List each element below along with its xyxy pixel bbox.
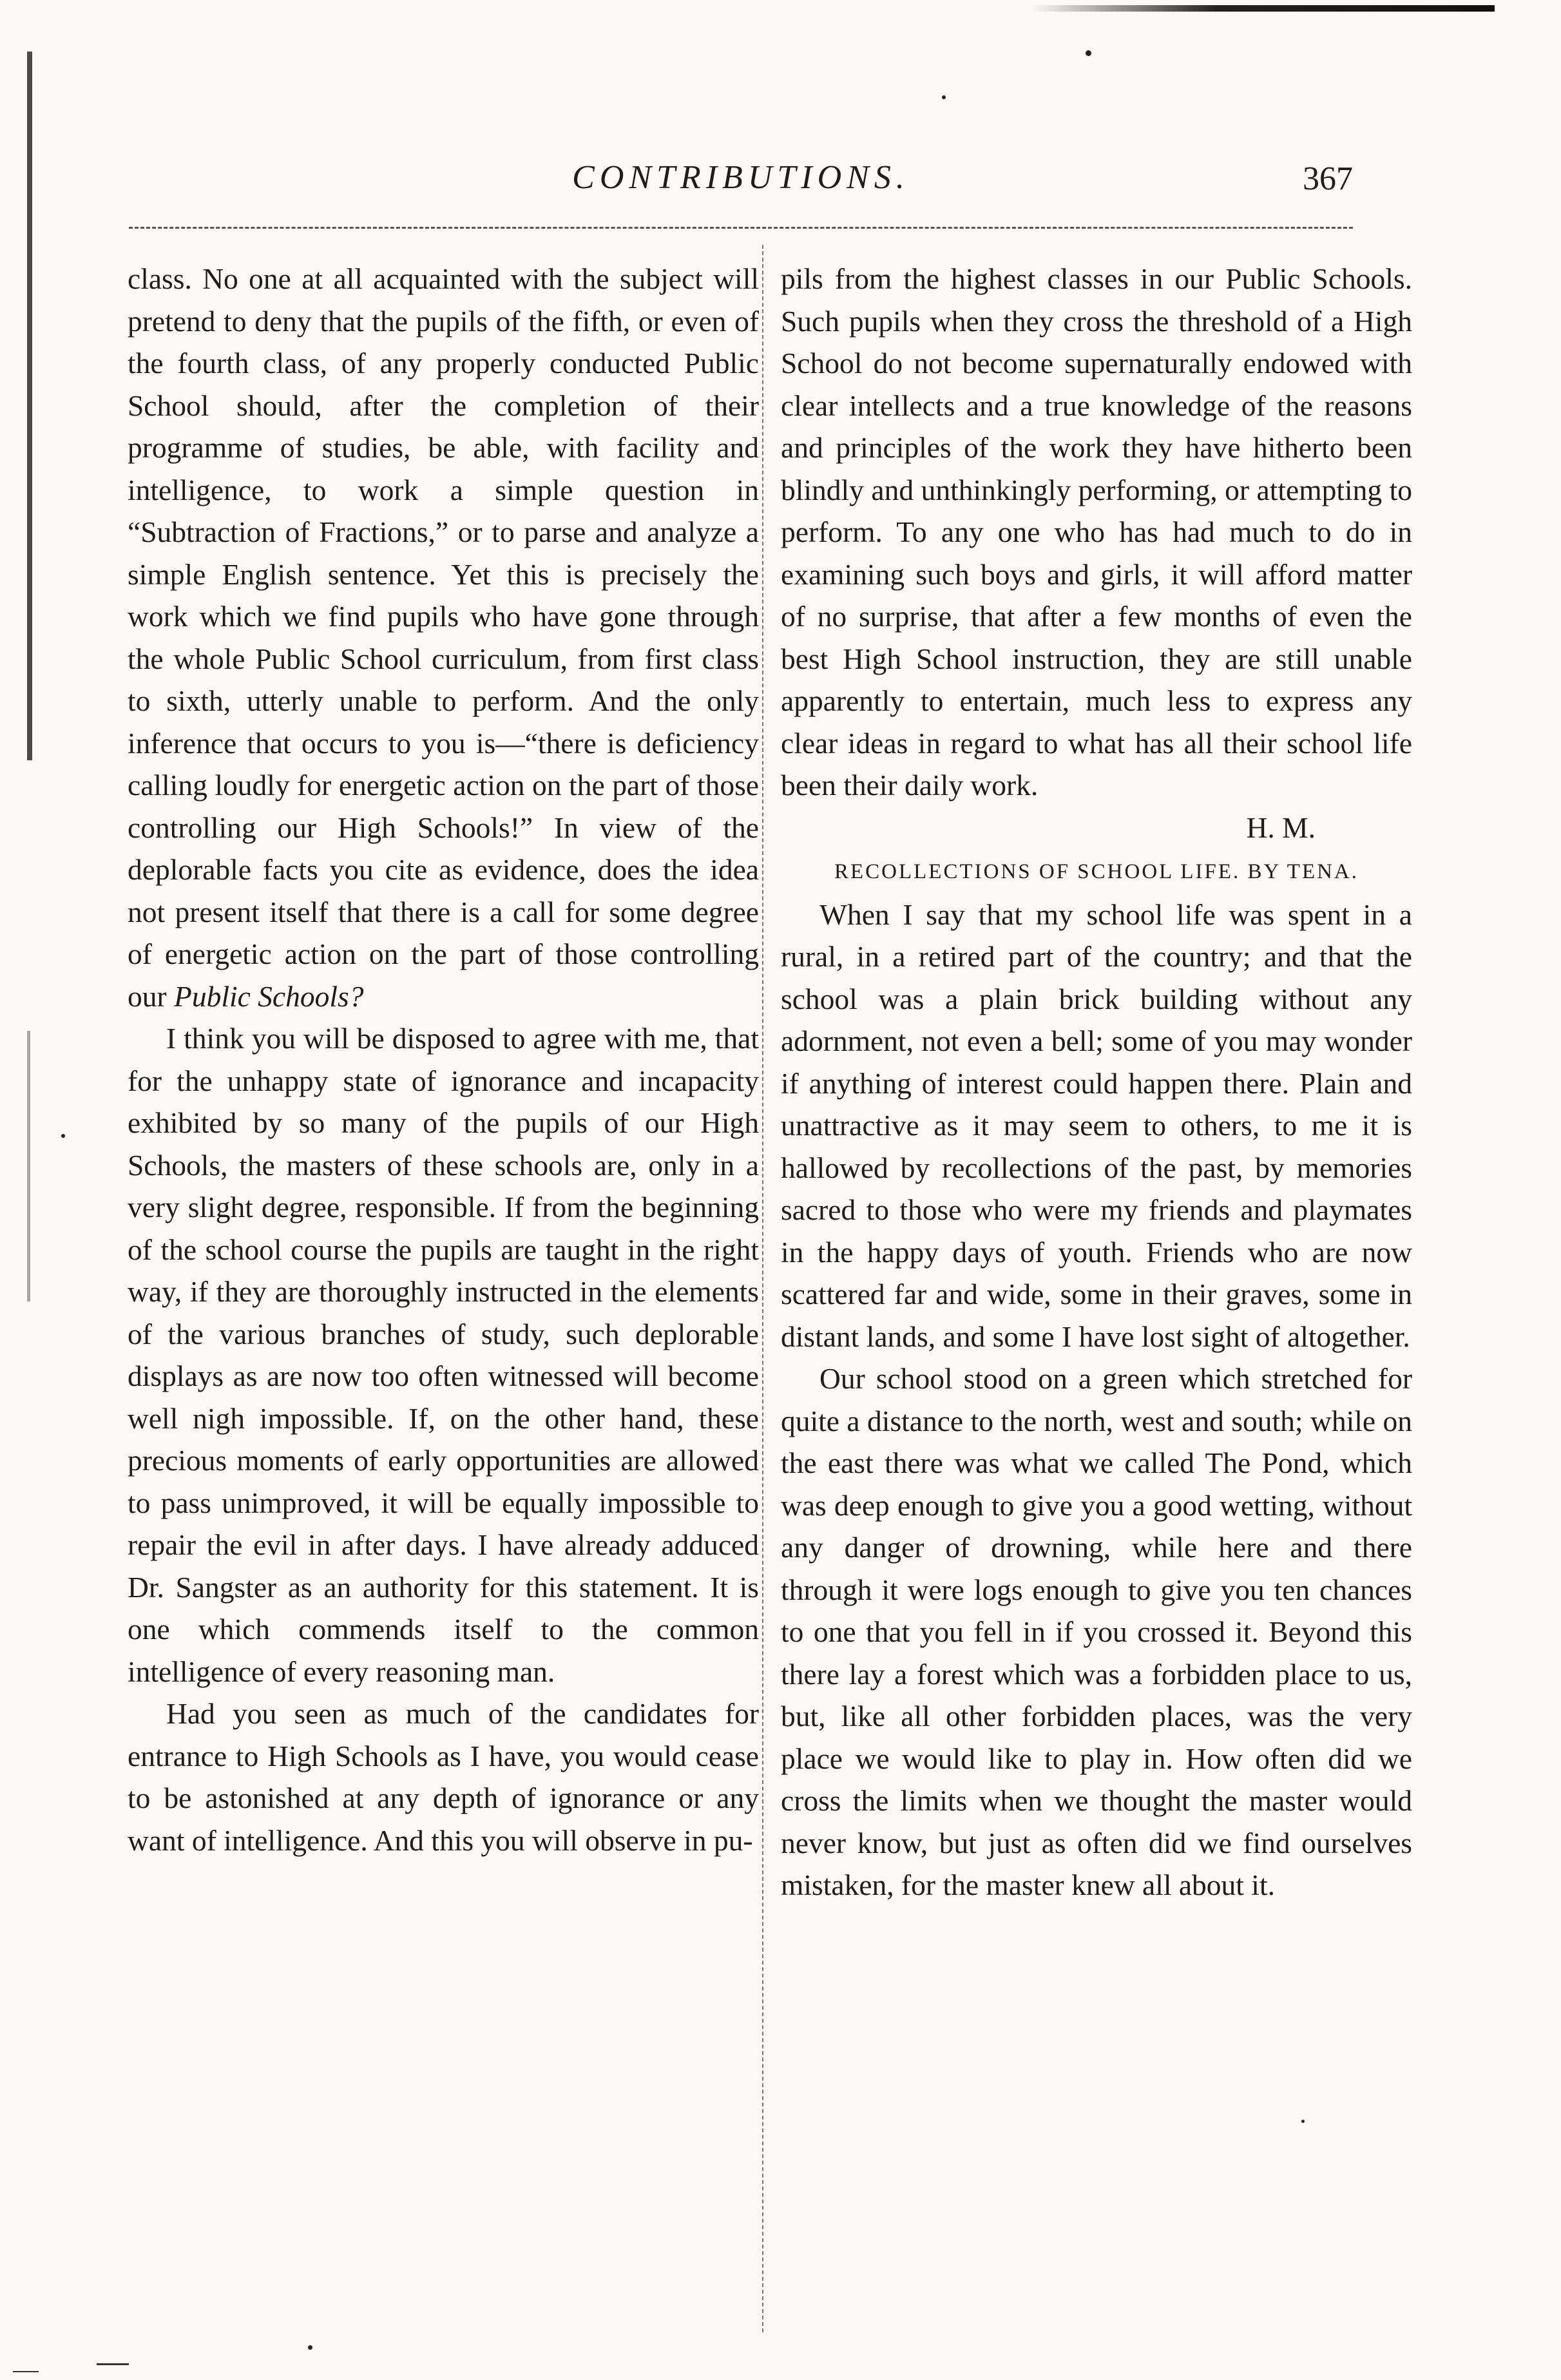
running-title: CONTRIBUTIONS.	[572, 159, 910, 196]
scan-speck	[1301, 2120, 1305, 2123]
left-column	[128, 258, 759, 1861]
scan-speck	[1086, 50, 1091, 56]
page-header	[129, 158, 1353, 210]
left-paragraph-3: Had you seen as much of the candidates for entrance to High Schools as I have, you would cease to be astonished at any depth of ignorance or any want of intelligence. And this you will observe in pu-	[128, 1697, 759, 1857]
signature-line	[781, 807, 1412, 849]
right-paragraph-1: pils from the highest classes in our Public Schools. Such pupils when they cross the threshold of a High School do not become supernaturally endowed with clear intellects and a true knowledge of the reasons and principles of the work they have hitherto been blindly and unthinkingly performing, or attempting to perform. To any one who has had much to do in examining such boys and girls, it will afford matter of no surprise, that after a few months of even the best High School instruction, they are still unable apparently to entertain, much less to express any clear ideas in regard to what has all their school life been their daily work.	[781, 262, 1412, 801]
signature: H. M.	[1246, 811, 1316, 844]
right-column	[781, 258, 1412, 1906]
scan-speck	[308, 2345, 312, 2350]
scan-speck	[942, 95, 946, 99]
page-binding-edge	[27, 52, 32, 760]
article-heading: RECOLLECTIONS OF SCHOOL LIFE. BY TENA.	[834, 860, 1359, 883]
column-divider	[762, 245, 763, 2332]
page-binding-edge-lower	[27, 1031, 30, 1301]
page-number: 367	[1303, 160, 1353, 197]
header-rule	[129, 227, 1353, 229]
right-paragraph-2: When I say that my school life was spent in a rural, in a retired part of the country; and that the school was a plain brick building without any adornment, not even a bell; some of you may wonder if anything of interest could happen there. Plain and unattractive as it may seem to others, to me it is hallowed by recollections of the past, by memories sacred to those who were my friends and playmates in the happy days of youth. Friends who are now scattered far and wide, some in their graves, some in distant lands, and some I have lost sight of altogether.	[781, 897, 1412, 1353]
left-paragraph-1-italic: Public Schools?	[174, 979, 364, 1013]
top-scan-rule	[1031, 5, 1495, 12]
scan-mark	[13, 2371, 39, 2372]
scan-speck	[61, 1134, 65, 1138]
scan-mark	[97, 2363, 129, 2365]
right-paragraph-3: Our school stood on a green which stretched for quite a distance to the north, west and south; while on the east there was what we called The Pond, which was deep enough to give you a good wetting, without any danger of drowning, while here and there through it were logs enough to give you ten chances to one that you fell in if you crossed it. Beyond this there lay a forest which was a forbidden place to us, but, like all other forbidden places, was the very place we would like to play in. How often did we cross the limits when we thought the master would never know, but just as often did we find ourselves mistaken, for the master knew all about it.	[781, 1362, 1412, 1901]
left-paragraph-2: I think you will be disposed to agree with me, that for the unhappy state of ignorance and incapacity exhibited by so many of the pupils of our High Schools, the masters of these schools are, only in a very slight degree, responsible. If from the beginning of the school course the pupils are taught in the right way, if they are thoroughly instructed in the elements of the various branches of study, such deplorable displays as are now too often witnessed will become well nigh impossible. If, on the other hand, these precious moments of early opportunities are allowed to pass unimproved, it will be equally impossible to repair the evil in after days. I have already adduced Dr. Sangster as an authority for this statement. It is one which commends itself to the common intelligence of every reasoning man.	[128, 1022, 759, 1688]
left-paragraph-1-text: class. No one at all acquainted with the subject will pretend to deny that the pupils of the fifth, or even of the fourth class, of any properly conducted Public School should, after the completion of their programme of studies, be able, with facility and intelligence, to work a simple question in “Subtraction of Fractions,” or to parse and analyze a simple English sentence. Yet this is precisely the work which we find pupils who have gone through the whole Public School curriculum, from first class to sixth, utterly unable to perform. And the only inference that occurs to you is—“there is deficiency calling loudly for energetic action on the part of those controlling our High Schools!” In view of the deplorable facts you cite as evidence, does the idea not present itself that there is a call for some degree of energetic action on the part of those controlling our	[128, 262, 759, 1013]
left-paragraph-1	[128, 258, 759, 1017]
